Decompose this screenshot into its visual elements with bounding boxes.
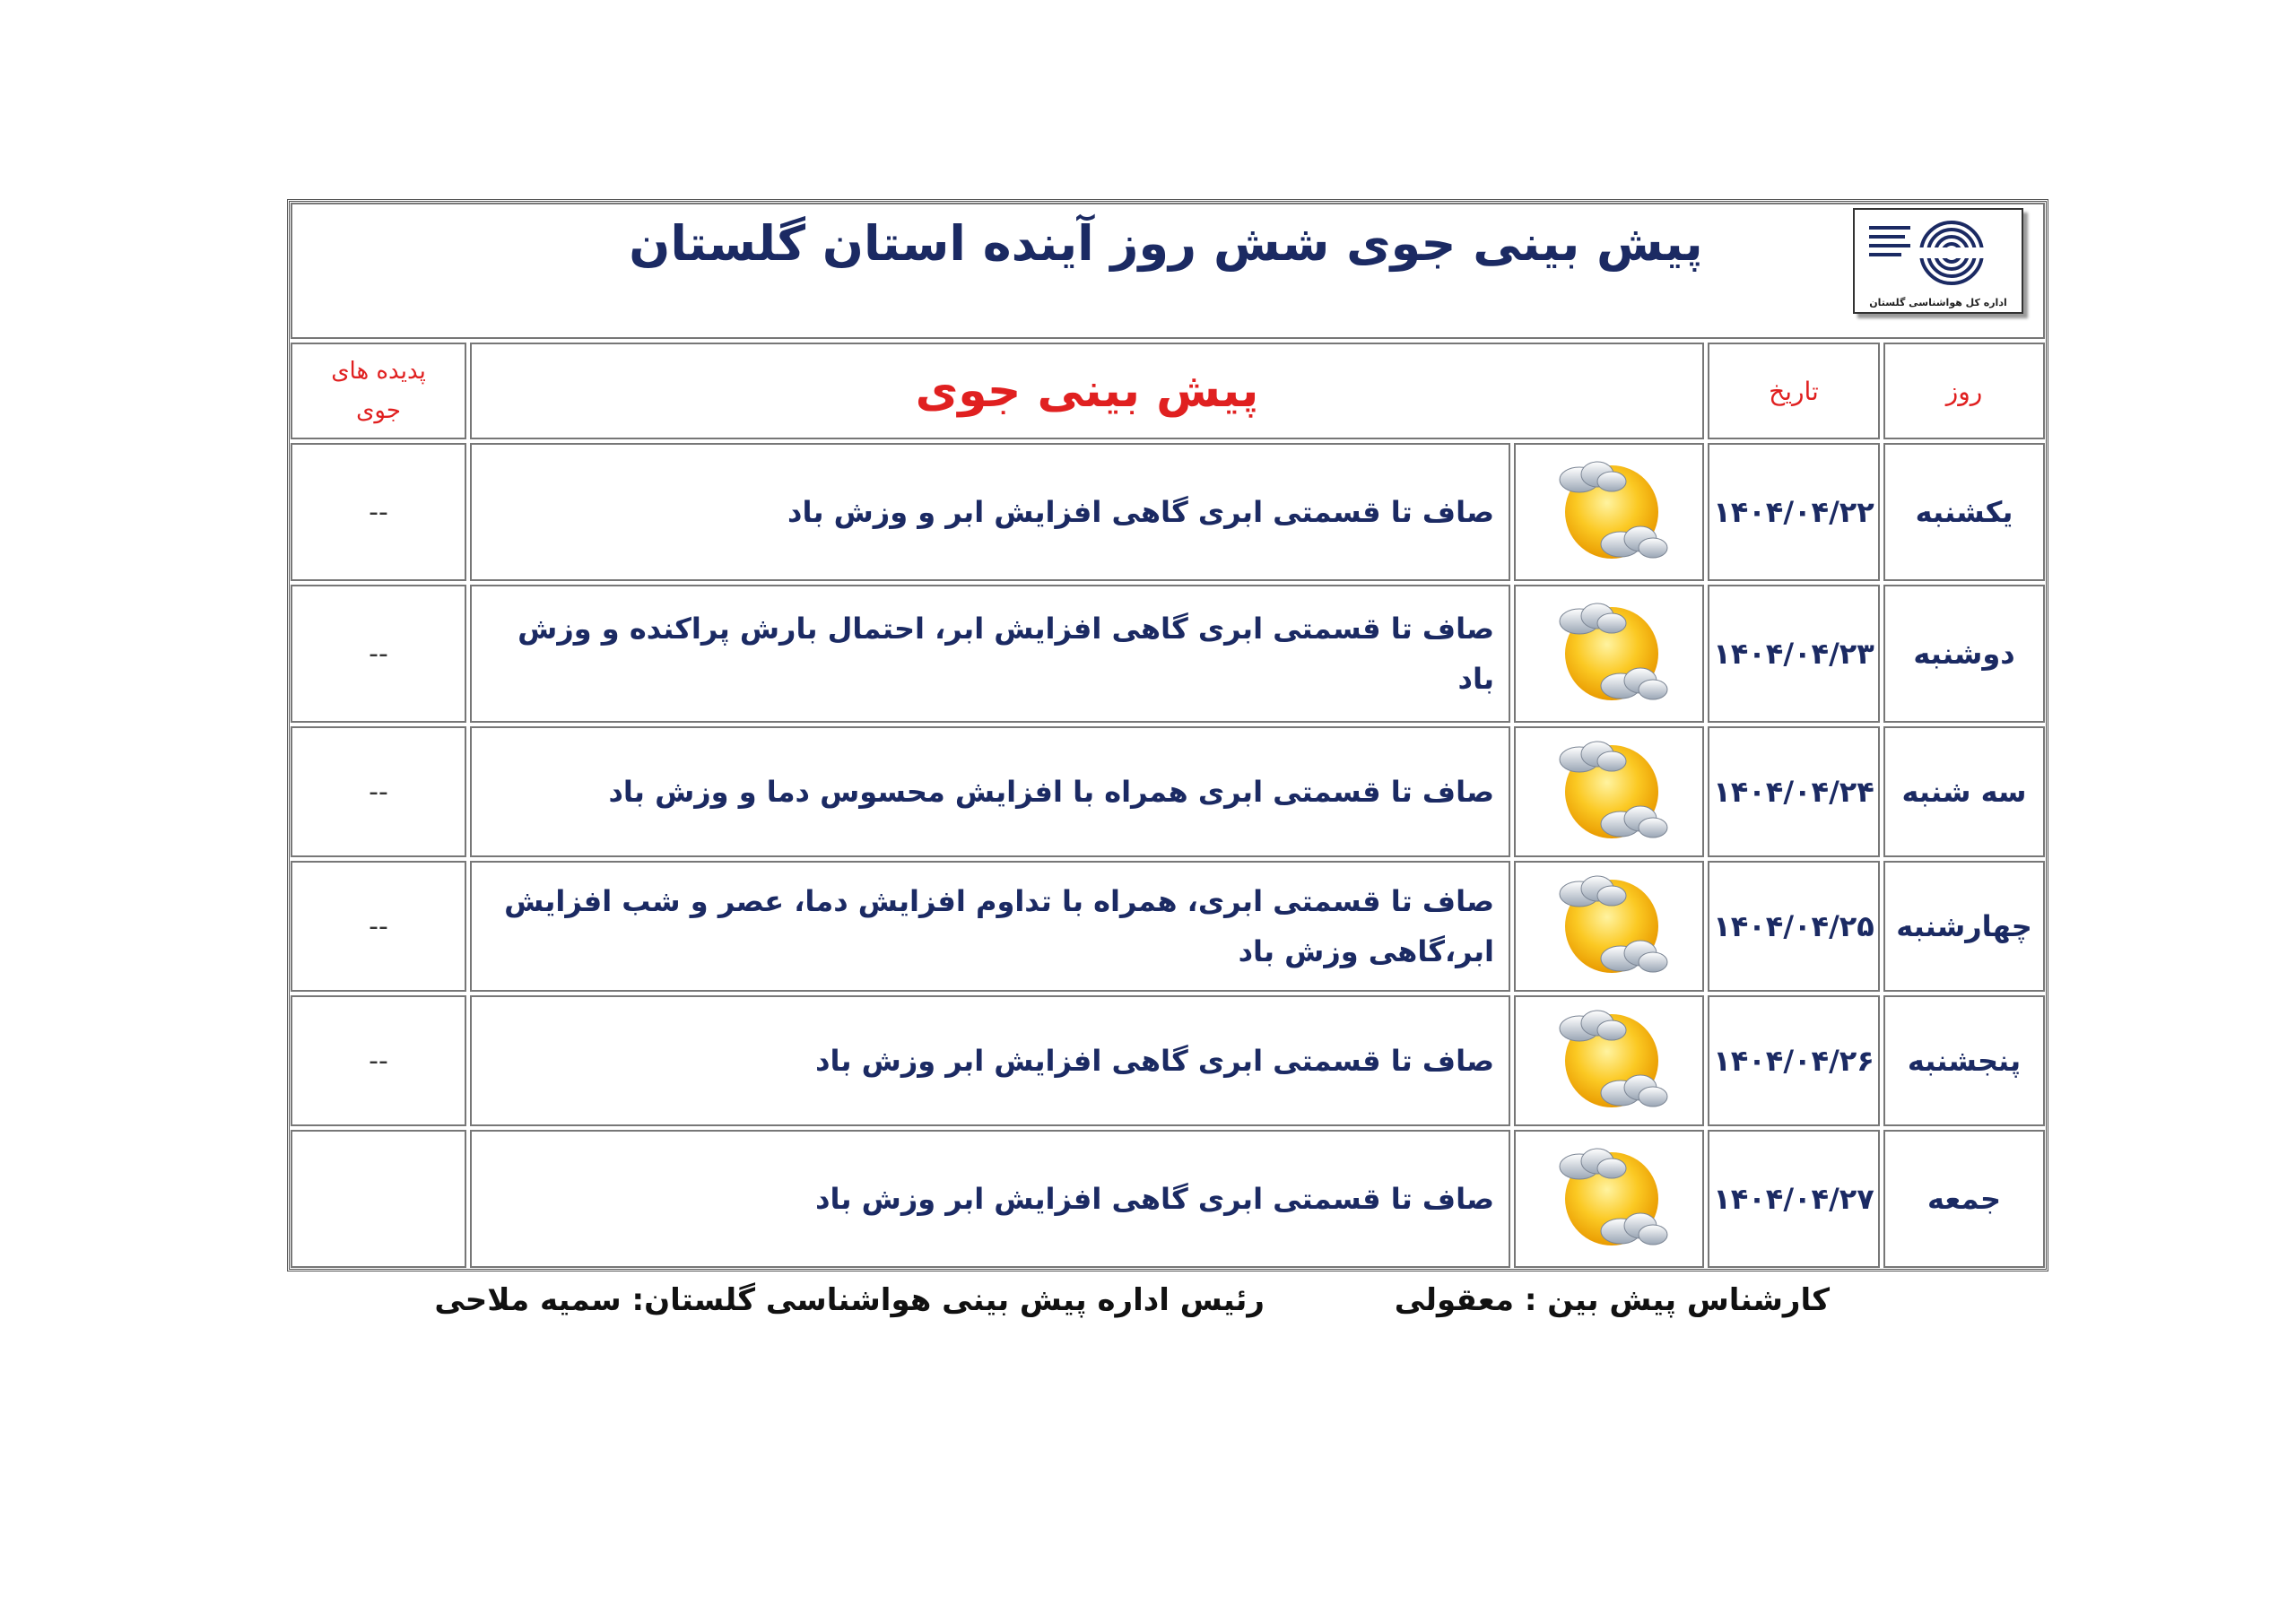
phenomena-cell bbox=[291, 585, 466, 723]
header-phenomena bbox=[291, 343, 466, 439]
partly-cloudy-sun-icon bbox=[1542, 865, 1676, 987]
date-label: ۱۴۰۴/۰۴/۲۴ bbox=[1713, 775, 1874, 809]
phenomena-cell bbox=[291, 443, 466, 581]
phenomena-cell bbox=[291, 1130, 466, 1268]
header-day-label: روز bbox=[1945, 376, 1983, 406]
date-label: ۱۴۰۴/۰۴/۲۳ bbox=[1713, 637, 1874, 671]
date-label: ۱۴۰۴/۰۴/۲۷ bbox=[1713, 1182, 1874, 1216]
day-cell bbox=[1883, 585, 2045, 723]
phenomena-value: -- bbox=[369, 638, 388, 670]
day-label: جمعه bbox=[1927, 1182, 2001, 1216]
forecast-cell bbox=[470, 995, 1510, 1126]
weather-icon-cell bbox=[1514, 585, 1704, 723]
forecast-text: صاف تا قسمتی ابری همراه با افزایش محسوس دما و وزش باد bbox=[608, 775, 1494, 809]
phenomena-value: -- bbox=[369, 776, 388, 808]
department-head-credit: رئیس اداره پیش بینی هواشناسی گلستان: سمیه ملاحی bbox=[434, 1282, 1265, 1318]
forecast-cell bbox=[470, 443, 1510, 581]
forecast-text: صاف تا قسمتی ابری گاهی افزایش ابر، احتمال بارش پراکنده و وزش باد bbox=[517, 612, 1494, 696]
header-phenomena-line2: جوی bbox=[356, 397, 401, 424]
header-forecast-label: پیش بینی جوی bbox=[915, 364, 1259, 418]
weather-icon-cell bbox=[1514, 995, 1704, 1126]
date-cell bbox=[1708, 726, 1880, 857]
phenomena-cell bbox=[291, 726, 466, 857]
date-label: ۱۴۰۴/۰۴/۲۵ bbox=[1713, 909, 1874, 943]
logo-caption: اداره کل هواشناسی گلستان bbox=[1869, 297, 2007, 308]
date-cell bbox=[1708, 585, 1880, 723]
forecast-cell bbox=[470, 861, 1510, 992]
weather-icon-cell bbox=[1514, 726, 1704, 857]
header-day bbox=[1883, 343, 2045, 439]
weather-icon-cell bbox=[1514, 443, 1704, 581]
forecast-text: صاف تا قسمتی ابری گاهی افزایش ابر و وزش باد bbox=[787, 495, 1494, 529]
forecast-text: صاف تا قسمتی ابری گاهی افزایش ابر وزش باد bbox=[815, 1182, 1494, 1216]
day-cell bbox=[1883, 443, 2045, 581]
partly-cloudy-sun-icon bbox=[1542, 593, 1676, 715]
date-cell bbox=[1708, 861, 1880, 992]
page-title: پیش بینی جوی شش روز آینده استان گلستان bbox=[629, 215, 1703, 272]
day-cell bbox=[1883, 1130, 2045, 1268]
phenomena-value: -- bbox=[369, 1045, 388, 1077]
day-label: سه شنبه bbox=[1901, 775, 2027, 809]
phenomena-value: -- bbox=[369, 910, 388, 942]
day-cell bbox=[1883, 861, 2045, 992]
forecast-text: صاف تا قسمتی ابری، همراه با تداوم افزایش دما، عصر و شب افزایش ابر،گاهی وزش باد bbox=[504, 884, 1494, 968]
date-cell bbox=[1708, 1130, 1880, 1268]
date-cell bbox=[1708, 995, 1880, 1126]
forecast-cell bbox=[470, 726, 1510, 857]
date-cell bbox=[1708, 443, 1880, 581]
partly-cloudy-sun-icon bbox=[1542, 731, 1676, 853]
weather-icon-cell bbox=[1514, 1130, 1704, 1268]
day-label: چهارشنبه bbox=[1896, 909, 2032, 943]
phenomena-cell bbox=[291, 995, 466, 1126]
meteorology-logo bbox=[1853, 208, 2023, 314]
phenomena-cell bbox=[291, 861, 466, 992]
day-label: دوشنبه bbox=[1913, 637, 2015, 671]
partly-cloudy-sun-icon bbox=[1542, 1000, 1676, 1122]
forecast-cell bbox=[470, 585, 1510, 723]
header-forecast bbox=[470, 343, 1704, 439]
day-cell bbox=[1883, 995, 2045, 1126]
day-label: پنجشنبه bbox=[1907, 1044, 2022, 1078]
header-date-label: تاریخ bbox=[1769, 376, 1819, 406]
logo-emblem-icon bbox=[1862, 215, 2014, 291]
partly-cloudy-sun-icon bbox=[1542, 1138, 1676, 1260]
forecaster-credit: کارشناس پیش بین : معقولی bbox=[1394, 1282, 1830, 1318]
date-label: ۱۴۰۴/۰۴/۲۶ bbox=[1713, 1044, 1874, 1078]
forecast-text: صاف تا قسمتی ابری گاهی افزایش ابر وزش باد bbox=[815, 1044, 1494, 1078]
phenomena-value: -- bbox=[369, 496, 388, 528]
header-date bbox=[1708, 343, 1880, 439]
forecast-cell bbox=[470, 1130, 1510, 1268]
day-label: یکشنبه bbox=[1915, 495, 2013, 529]
partly-cloudy-sun-icon bbox=[1542, 451, 1676, 573]
weather-icon-cell bbox=[1514, 861, 1704, 992]
day-cell bbox=[1883, 726, 2045, 857]
date-label: ۱۴۰۴/۰۴/۲۲ bbox=[1713, 495, 1874, 529]
header-phenomena-line1: پدیده های bbox=[331, 358, 426, 385]
